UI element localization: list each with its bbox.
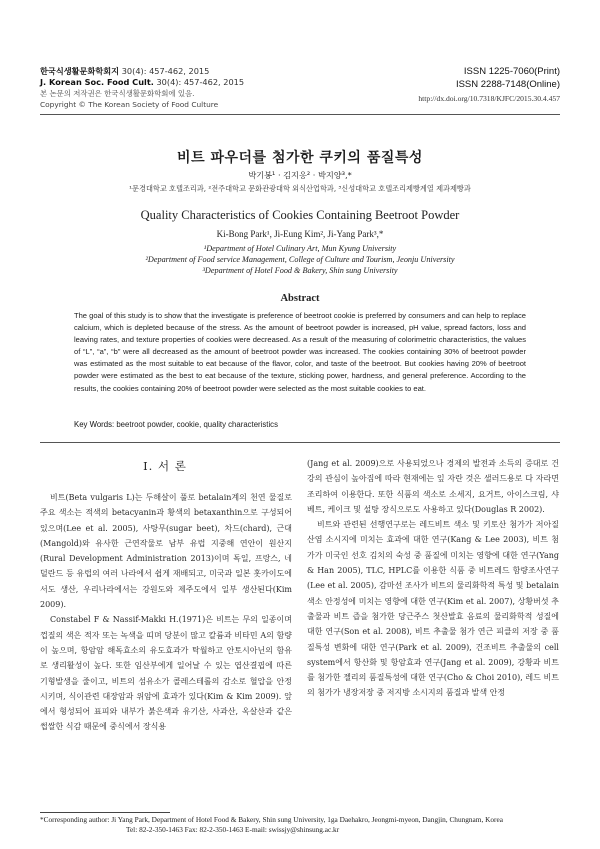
affiliation-en-3: ³Department of Hotel Food & Bakery, Shin sung University — [202, 266, 398, 276]
doi-link[interactable]: http://dx.doi.org/10.7318/KJFC/2015.30.4.457 — [418, 94, 560, 103]
authors-en: Ki-Bong Park¹, Ji-Eung Kim², Ji-Yang Park³,* — [216, 229, 384, 239]
keywords-label: Key Words: — [74, 420, 115, 429]
journal-name-ko: 한국식생활문화학회지 — [40, 66, 120, 76]
issn-print: ISSN 1225-7060(Print) — [463, 66, 560, 77]
affiliations-en — [0, 243, 600, 277]
keywords — [74, 420, 278, 429]
issn-online: ISSN 2288-7148(Online) — [455, 78, 560, 90]
header-divider — [40, 114, 560, 115]
journal-volume-ko: 30(4): 457-462, 2015 — [121, 66, 210, 76]
copyright-ko: 본 논문의 저작권은 한국식생활문화학회에 있음. — [40, 89, 195, 98]
section-title: Ⅰ. 서 론 — [143, 459, 187, 473]
abstract-heading: Abstract — [280, 293, 320, 304]
journal-name-en: J. Korean Soc. Food Cult. — [40, 77, 154, 87]
paragraph: Constabel F & Nassif-Makki H.(1971)은 비트는 무의 일종이며 껍질의 색은 적자 또는 녹색을 띠며 당분이 많고 칼륨과 비타민 A의 함량이 높으며, 항암암 해독효소의 유도효과가 탁월하고 안토시아닌의 함유로 생리활성이 높다. 또한 임산부에게 일어날 수 있는 엽산결핍에 따른 기형발생을 줄이고, 비트의 섬유소가 콜레스테롤의 감소로 혈압을 안정시키며, 식이관련 대장암과 위암에 효과가 있다(Kim & Kim 2009). 앞에서 형성되어 표피와 내부가 붉은색과 유기산, 사과산, 옥살산과 같은 썹쌀한 식감 때문에 중식에서 장식용 — [40, 615, 292, 732]
journal-header — [40, 66, 244, 110]
keywords-list: beetroot powder, cookie, quality characteristics — [116, 420, 278, 429]
body-column-right — [307, 456, 559, 701]
journal-volume-en: 30(4): 457-462, 2015 — [156, 77, 245, 87]
body-column-left — [40, 490, 292, 735]
paragraph: 비트와 관련된 선행연구로는 레드비트 색소 및 키토산 첨가가 저아질산염 소시지에 미치는 효과에 대한 연구(Kang & Lee 2003), 비트 첨가가 미국인 선호 김치의 숙성 중 품질에 미치는 영향에 대한 연구(Yang & Han 2005), TLC, HPLC를 이용한 식품 중 비트레드 함량조사연구(Lee et al. 2005), 감마선 조사가 비트의 물리화학적 특성 및 betalain 색소 안정성에 미치는 영향에 대한 연구(Kim et al. 2007), 상황버섯 추출물과 비트 즙을 첨가한 당근주스 첫산발효 음료의 물리화학적 성질에 대한 연구(Son et al. 2008), 비트 추출물 첨가 연근 피클의 저장 중 품질특성 변화에 대한 연구(Park et al. 2009), 건조비트 추출물의 cell system에서 항산화 및 항암효과 연구(Jang et al. 2009), 강황과 비트를 첨가한 젤리의 품질특성에 대한 연구(Cho & Choi 2010), 레드 비트의 첨가가 냉장저장 중 저지방 소시지의 품질과 발색 안정 — [307, 520, 559, 698]
title-ko: 비트 파우더를 첨가한 쿠키의 품질특성 — [177, 150, 423, 166]
footnote-author: *Corresponding author: Ji Yang Park, Department of Hotel Food & Bakery, Shin sung University, 1ga Daehakro, Jeongmi-myeon, Dangjin, Chungnam, Korea — [40, 815, 503, 824]
copyright-en: Copyright © The Korean Society of Food Culture — [40, 100, 219, 109]
footnote — [40, 815, 560, 835]
affiliations-ko: ¹문경대학교 호텔조리과, ²전주대학교 문화관광대학 외식산업학과, ³신성대학교 호텔조리제빵계열 제과제빵과 — [129, 184, 471, 193]
footnote-divider — [40, 812, 170, 813]
affiliation-en-1: ¹Department of Hotel Culinary Art, Mun Kyung University — [203, 244, 397, 253]
issn-block — [418, 66, 560, 103]
paragraph: (Jang et al. 2009)으로 사용되었으나 경제의 발전과 소득의 증대로 건강의 관심이 높아짐에 따라 현재에는 잎 자란 것은 샐러드용로 다 자라면 조리하여 이용한다. 또한 식품의 색소로 소세지, 요거트, 아이스크림, 샤베트, 케이크 및 설탕 장식으로도 사용하고 있다(Douglas R 2002). — [307, 459, 559, 514]
paragraph: 비트(Beta vulgaris L)는 두해살이 풀로 betalain계의 천연 물질로 주요 색소는 적색의 betacyanin과 황색의 betaxanthin으로 구성되어 있으며(Lee et al. 2005), 사탕무(sugar beet), 차드(chard), 근대(Mangold)와 유사한 근연작물로 남부 유럽 지중해 연안이 원산지(Rural Development Administration 2013)이며 독일, 프랑스, 네덜란드 등 유럽의 여러 나라에서 쉽게 재배되고, 미국과 일본 홋카이도에서도 생산, 우리나라에서는 강원도와 제주도에서 일부 생산된다(Kim 2009). — [40, 493, 292, 610]
affiliation-en-2: ²Department of Food service Management, College of Culture and Tourism, Jeonju University — [145, 255, 455, 265]
journal-line-en — [40, 77, 244, 88]
journal-line-ko — [40, 66, 244, 77]
authors-ko: 박기봉¹ · 김지응² · 박지양³,* — [248, 170, 352, 180]
footnote-contact: Tel: 82-2-350-1463 Fax: 82-2-350-1463 E-mail: swissjy@shinsung.ac.kr — [126, 825, 340, 834]
title-en: Quality Characteristics of Cookies Containing Beetroot Powder — [140, 208, 460, 222]
abstract-divider — [40, 442, 560, 443]
abstract-body: The goal of this study is to show that the investigate is preference of beetroot cookie is preferred by consumers and can help to replace calcium, which is depleted because of the stress. As the amount of beetroot powder is increased, pH value, spread factors, loss and leaving rates, and texture properties of cookies were decreased. As a result of the measuring of colorimetric characteristics, the values of “L”, “a”, “b” were all decreased as the amount of beetroot powder was increased. The cookies containing 30% of beetroot powder was estimated as the most suitable to eat because of the flavor, color, and taste of the beetroot. But cookies having 20% of beetroot powder were estimated as the best to eat because of the texture, sticking power, hardness, and general preference. According to the results, the cookies containing 20% of beetroot powder were selected as the most suitable cookies to eat. — [74, 311, 526, 393]
